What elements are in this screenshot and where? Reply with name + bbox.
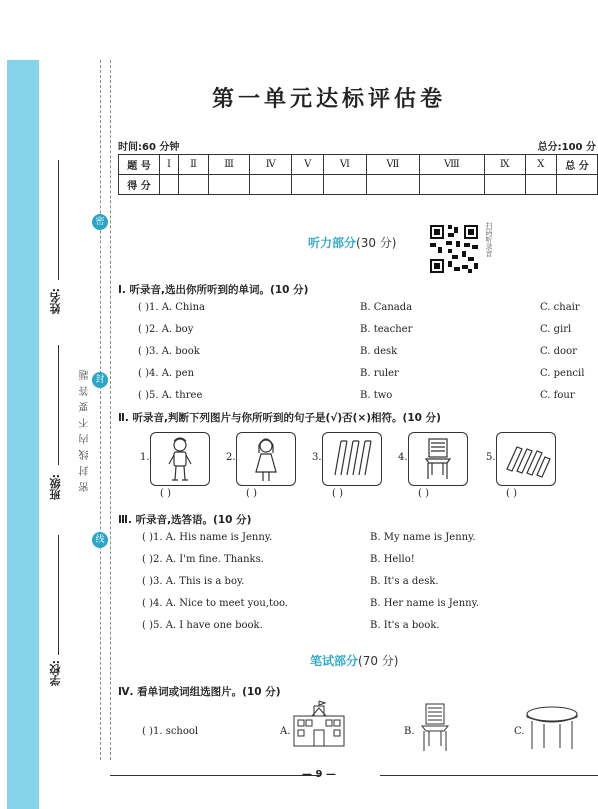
- part3-q5-a[interactable]: ( )5. A. I have one book.: [142, 620, 263, 631]
- seal-mark-mi: 密: [92, 214, 108, 230]
- part2-answer-2[interactable]: ( ): [246, 488, 257, 499]
- pencils-picture: [322, 432, 382, 486]
- score-cell[interactable]: [209, 175, 250, 195]
- class-field-line[interactable]: [58, 345, 59, 465]
- part3-q3-a[interactable]: ( )3. A. This is a boy.: [142, 576, 245, 587]
- score-cell[interactable]: [366, 175, 420, 195]
- writing-title-text: 笔试部分: [310, 654, 359, 668]
- part2-num-4: 4.: [398, 452, 408, 463]
- part1-q1-b: B. Canada: [360, 302, 413, 313]
- school-field-line[interactable]: [58, 535, 59, 655]
- listening-title-text: 听力部分: [308, 236, 357, 250]
- school-label: 学校:: [49, 660, 62, 687]
- part3-q3-b: B. It's a desk.: [370, 576, 439, 587]
- time-label: 时间:60 分钟: [118, 142, 180, 153]
- score-cell[interactable]: [160, 175, 179, 195]
- part2-num-1: 1.: [140, 452, 150, 463]
- score-col: Ⅶ: [366, 155, 420, 175]
- part1-q3-b: B. desk: [360, 346, 398, 357]
- part2-answer-1[interactable]: ( ): [160, 488, 171, 499]
- binding-strip: [7, 60, 39, 809]
- listening-points: (30 分): [356, 236, 397, 250]
- score-cell[interactable]: [557, 175, 598, 195]
- name-label: 姓名:: [49, 288, 62, 315]
- score-col: Ⅳ: [250, 155, 292, 175]
- score-table-total: 总 分: [557, 155, 598, 175]
- score-row-label: 得 分: [119, 175, 160, 195]
- part1-q5-a[interactable]: ( )5. A. three: [138, 390, 203, 401]
- part3-q4-b: B. Her name is Jenny.: [370, 598, 480, 609]
- part1-q4-a[interactable]: ( )4. A. pen: [138, 368, 195, 379]
- part3-q1-b: B. My name is Jenny.: [370, 532, 476, 543]
- score-cell[interactable]: [324, 175, 367, 195]
- round-table-icon: [524, 704, 580, 754]
- page-number: — 9 —: [302, 769, 336, 780]
- part2-heading: Ⅱ. 听录音,判断下列图片与你所听到的句子是(√)否(×)相符。(10 分): [118, 412, 441, 424]
- score-col: Ⅵ: [324, 155, 367, 175]
- part3-q2-b: B. Hello!: [370, 554, 415, 565]
- boy-picture: [150, 432, 210, 486]
- part3-q4-a[interactable]: ( )4. A. Nice to meet you,too.: [142, 598, 289, 609]
- score-table-score-row: [119, 175, 598, 195]
- part4-option-b: B.: [404, 726, 415, 737]
- seal-line-outer: [100, 60, 101, 760]
- part2-num-5: 5.: [486, 452, 496, 463]
- page-title: 第一单元达标评估卷: [211, 86, 446, 112]
- listening-section-title: [308, 234, 396, 251]
- part1-heading: Ⅰ. 听录音,选出你所听到的单词。(10 分): [118, 284, 309, 296]
- part1-q4-b: B. ruler: [360, 368, 399, 379]
- score-col: Ⅰ: [160, 155, 179, 175]
- score-table-row-label: 题 号: [119, 155, 160, 175]
- score-col: Ⅸ: [484, 155, 525, 175]
- seal-mark-xian: 线: [92, 532, 108, 548]
- part2-num-2: 2.: [226, 452, 236, 463]
- part2-answer-3[interactable]: ( ): [332, 488, 343, 499]
- score-cell[interactable]: [250, 175, 292, 195]
- score-cell[interactable]: [484, 175, 525, 195]
- writing-points: (70 分): [358, 654, 399, 668]
- score-col: Ⅲ: [209, 155, 250, 175]
- girl-icon: [237, 433, 295, 485]
- part1-q2-b: B. teacher: [360, 324, 413, 335]
- name-field-line[interactable]: [58, 160, 59, 280]
- part1-q1-a[interactable]: ( )1. A. China: [138, 302, 205, 313]
- part3-q1-a[interactable]: ( )1. A. His name is Jenny.: [142, 532, 273, 543]
- crayons-icon: [497, 433, 555, 485]
- part1-q1-c: C. chair: [540, 302, 580, 313]
- score-col: Ⅹ: [525, 155, 556, 175]
- score-col: Ⅷ: [420, 155, 485, 175]
- part3-q2-a[interactable]: ( )2. A. I'm fine. Thanks.: [142, 554, 264, 565]
- part4-option-c: C.: [514, 726, 525, 737]
- girl-picture: [236, 432, 296, 486]
- part1-q3-a[interactable]: ( )3. A. book: [138, 346, 200, 357]
- part1-q3-c: C. door: [540, 346, 577, 357]
- qr-code-icon[interactable]: [428, 223, 480, 275]
- part4-option-a: A.: [280, 726, 291, 737]
- score-cell[interactable]: [179, 175, 209, 195]
- pencils-icon: [323, 433, 381, 485]
- part3-q5-b: B. It's a book.: [370, 620, 440, 631]
- boy-icon: [151, 433, 209, 485]
- seal-mark-feng: 封: [92, 372, 108, 388]
- part2-answer-4[interactable]: ( ): [418, 488, 429, 499]
- school-building-icon: [290, 700, 348, 748]
- chair-icon: [409, 433, 467, 485]
- score-col: Ⅴ: [292, 155, 324, 175]
- score-table: [118, 154, 598, 195]
- score-col: Ⅱ: [179, 155, 209, 175]
- total-score-label: 总分:100 分: [537, 142, 596, 153]
- crayons-picture: [496, 432, 556, 486]
- part4-heading: Ⅳ. 看单词或词组选图片。(10 分): [118, 686, 281, 698]
- chair-icon: [414, 702, 458, 754]
- chair-picture: [408, 432, 468, 486]
- class-label: 班级:: [49, 474, 62, 501]
- seal-line-inner: [110, 60, 111, 760]
- part2-num-3: 3.: [312, 452, 322, 463]
- part1-q5-c: C. four: [540, 390, 575, 401]
- seal-warning-text: 密封线内不要答题: [80, 364, 91, 492]
- part3-heading: Ⅲ. 听录音,选答语。(10 分): [118, 514, 252, 526]
- part2-answer-5[interactable]: ( ): [506, 488, 517, 499]
- part1-q4-c: C. pencil: [540, 368, 585, 379]
- writing-section-title: [310, 652, 398, 669]
- qr-note: 扫码听录音: [485, 222, 493, 257]
- score-cell[interactable]: [525, 175, 556, 195]
- part4-q1[interactable]: ( )1. school: [142, 726, 199, 737]
- score-table-header-row: [119, 155, 598, 175]
- score-cell[interactable]: [420, 175, 485, 195]
- part1-q2-c: C. girl: [540, 324, 572, 335]
- part1-q2-a[interactable]: ( )2. A. boy: [138, 324, 194, 335]
- score-cell[interactable]: [292, 175, 324, 195]
- part1-q5-b: B. two: [360, 390, 393, 401]
